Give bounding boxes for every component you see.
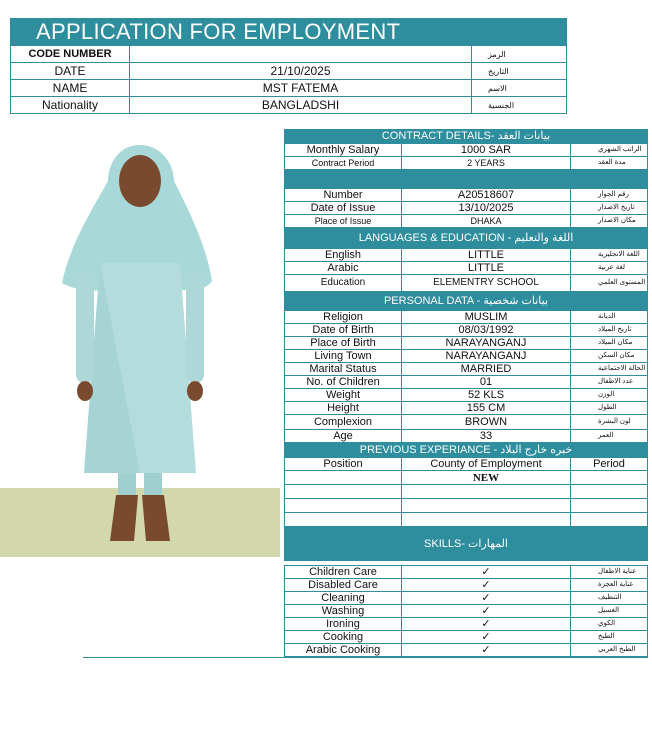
living-town-label: Living Town	[285, 350, 402, 363]
experience-country-cell: NEW	[402, 471, 571, 485]
contract-period-label: Contract Period	[285, 157, 402, 170]
complexion-row	[285, 415, 648, 430]
position-column-header: Position	[285, 458, 402, 471]
place-of-issue-arabic: مكان الاصدار	[571, 215, 648, 228]
name-label: NAME	[11, 80, 130, 97]
religion-row	[285, 311, 648, 324]
monthly-salary-label: Monthly Salary	[285, 144, 402, 157]
languages-table	[284, 248, 648, 292]
marital-status-value: MARRIED	[402, 363, 571, 376]
code-number-value	[130, 46, 472, 63]
check-icon: ✓	[402, 579, 571, 592]
check-icon: ✓	[402, 631, 571, 644]
marital-status-label: Marital Status	[285, 363, 402, 376]
languages-section-title: LANGUAGES & EDUCATION - اللغة والتعليم	[284, 228, 648, 248]
skill-label: Washing	[285, 605, 402, 618]
experience-section-title: PREVIOUS EXPERIANCE - خبره خارج البلاد	[284, 443, 648, 457]
experience-position-cell	[285, 513, 402, 527]
living-town-value: NARAYANGANJ	[402, 350, 571, 363]
place-of-birth-row	[285, 337, 648, 350]
education-value: ELEMENTRY SCHOOL	[402, 275, 571, 292]
date-row	[11, 63, 567, 80]
passport-number-value: A20518607	[402, 189, 571, 202]
marital-status-row	[285, 363, 648, 376]
skill-arabic: عناية الاطفال	[571, 566, 648, 579]
arabic-row	[285, 262, 648, 275]
monthly-salary-arabic: الراتب الشهري	[571, 144, 648, 157]
arabic-label: Arabic	[285, 262, 402, 275]
place-of-birth-label: Place of Birth	[285, 337, 402, 350]
name-row	[11, 80, 567, 97]
check-icon: ✓	[402, 605, 571, 618]
place-of-issue-row	[285, 215, 648, 228]
skill-arabic: الكوي	[571, 618, 648, 631]
name-arabic: الاسم	[472, 80, 567, 97]
code-number-row	[11, 46, 567, 63]
education-row	[285, 275, 648, 292]
passport-number-label: Number	[285, 189, 402, 202]
children-value: 01	[402, 376, 571, 389]
height-value: 155 CM	[402, 402, 571, 415]
passport-table	[284, 188, 648, 228]
experience-position-cell	[285, 471, 402, 485]
education-label: Education	[285, 275, 402, 292]
weight-arabic: الوزن	[571, 389, 648, 402]
experience-position-cell	[285, 499, 402, 513]
skill-row	[285, 631, 648, 644]
date-arabic: التاريخ	[472, 63, 567, 80]
date-of-issue-arabic: تاريخ الاصدار	[571, 202, 648, 215]
height-label: Height	[285, 402, 402, 415]
children-label: No. of Children	[285, 376, 402, 389]
country-column-header: County of Employment	[402, 458, 571, 471]
age-label: Age	[285, 430, 402, 443]
contract-section-title: CONTRACT DETAILS- بيانات العقد	[284, 129, 648, 143]
experience-country-cell	[402, 485, 571, 499]
english-value: LITTLE	[402, 249, 571, 262]
nationality-row	[11, 97, 567, 114]
living-town-arabic: مكان السكن	[571, 350, 648, 363]
contract-period-arabic: مدة العقد	[571, 157, 648, 170]
skill-label: Children Care	[285, 566, 402, 579]
children-row	[285, 376, 648, 389]
check-icon: ✓	[402, 592, 571, 605]
education-arabic: المستوى العلمي	[571, 275, 648, 292]
passport-number-arabic: رقم الجواز	[571, 189, 648, 202]
skill-label: Cleaning	[285, 592, 402, 605]
date-of-birth-label: Date of Birth	[285, 324, 402, 337]
skill-row	[285, 579, 648, 592]
weight-row	[285, 389, 648, 402]
monthly-salary-value: 1000 SAR	[402, 144, 571, 157]
code-number-label: CODE NUMBER	[11, 46, 130, 63]
age-arabic: العمر	[571, 430, 648, 443]
age-value: 33	[402, 430, 571, 443]
religion-value: MUSLIM	[402, 311, 571, 324]
details-panel	[284, 129, 648, 657]
experience-period-cell	[571, 485, 648, 499]
experience-position-cell	[285, 485, 402, 499]
skill-label: Disabled Care	[285, 579, 402, 592]
skill-arabic: عناية العجزة	[571, 579, 648, 592]
skills-section-title: SKILLS- المهارات	[284, 527, 648, 561]
place-of-birth-value: NARAYANGANJ	[402, 337, 571, 350]
skill-label: Cooking	[285, 631, 402, 644]
experience-period-cell	[571, 513, 648, 527]
skill-label: Ironing	[285, 618, 402, 631]
monthly-salary-row	[285, 144, 648, 157]
weight-value: 52 KLS	[402, 389, 571, 402]
skill-row	[285, 618, 648, 631]
experience-header-row	[285, 458, 648, 471]
period-column-header: Period	[571, 458, 648, 471]
religion-arabic: الديانة	[571, 311, 648, 324]
applicant-photo	[0, 143, 280, 557]
experience-row	[285, 485, 648, 499]
code-number-arabic: الرمز	[472, 46, 567, 63]
nationality-label: Nationality	[11, 97, 130, 114]
english-label: English	[285, 249, 402, 262]
skill-row	[285, 592, 648, 605]
skill-arabic: الغسيل	[571, 605, 648, 618]
nationality-arabic: الجنسية	[472, 97, 567, 114]
bottom-divider	[83, 657, 648, 658]
complexion-arabic: لون البشرة	[571, 415, 648, 430]
experience-country-cell	[402, 499, 571, 513]
age-row	[285, 430, 648, 443]
complexion-label: Complexion	[285, 415, 402, 430]
experience-row	[285, 499, 648, 513]
weight-label: Weight	[285, 389, 402, 402]
passport-section-bar	[284, 170, 648, 188]
skill-row	[285, 605, 648, 618]
skill-arabic: الطبخ	[571, 631, 648, 644]
skill-arabic: التنظيف	[571, 592, 648, 605]
personal-section-title: PERSONAL DATA - بيانات شخصية	[284, 292, 648, 310]
check-icon: ✓	[402, 618, 571, 631]
contract-period-row	[285, 157, 648, 170]
experience-period-cell	[571, 471, 648, 485]
religion-label: Religion	[285, 311, 402, 324]
name-value: MST FATEMA	[130, 80, 472, 97]
date-of-issue-label: Date of Issue	[285, 202, 402, 215]
nationality-value: BANGLADSHI	[130, 97, 472, 114]
place-of-issue-value: DHAKA	[402, 215, 571, 228]
living-town-row	[285, 350, 648, 363]
place-of-birth-arabic: مكان الميلاد	[571, 337, 648, 350]
experience-period-cell	[571, 499, 648, 513]
height-row	[285, 402, 648, 415]
date-label: DATE	[11, 63, 130, 80]
skill-row	[285, 566, 648, 579]
experience-country-cell	[402, 513, 571, 527]
skills-table	[284, 565, 648, 657]
date-of-birth-row	[285, 324, 648, 337]
passport-number-row	[285, 189, 648, 202]
height-arabic: الطول	[571, 402, 648, 415]
experience-table	[284, 457, 648, 527]
arabic-value: LITTLE	[402, 262, 571, 275]
skill-row	[285, 644, 648, 657]
date-of-issue-value: 13/10/2025	[402, 202, 571, 215]
applicant-figure-illustration	[0, 143, 280, 557]
date-of-birth-value: 08/03/1992	[402, 324, 571, 337]
arabic-arabic: لغة عربية	[571, 262, 648, 275]
date-value: 21/10/2025	[130, 63, 472, 80]
contract-table	[284, 143, 648, 170]
personal-table	[284, 310, 648, 443]
skill-label: Arabic Cooking	[285, 644, 402, 657]
children-arabic: عدد الاطفال	[571, 376, 648, 389]
english-arabic: اللغة الانجليزية	[571, 249, 648, 262]
date-of-birth-arabic: تاريخ الميلاد	[571, 324, 648, 337]
skill-arabic: الطبخ العربي	[571, 644, 648, 657]
header-info-table	[10, 45, 567, 114]
english-row	[285, 249, 648, 262]
place-of-issue-label: Place of Issue	[285, 215, 402, 228]
complexion-value: BROWN	[402, 415, 571, 430]
date-of-issue-row	[285, 202, 648, 215]
contract-period-value: 2 YEARS	[402, 157, 571, 170]
page-title: APPLICATION FOR EMPLOYMENT	[10, 18, 567, 45]
experience-row	[285, 471, 648, 485]
experience-row	[285, 513, 648, 527]
marital-status-arabic: الحالة الاجتماعية	[571, 363, 648, 376]
check-icon: ✓	[402, 644, 571, 657]
check-icon: ✓	[402, 566, 571, 579]
